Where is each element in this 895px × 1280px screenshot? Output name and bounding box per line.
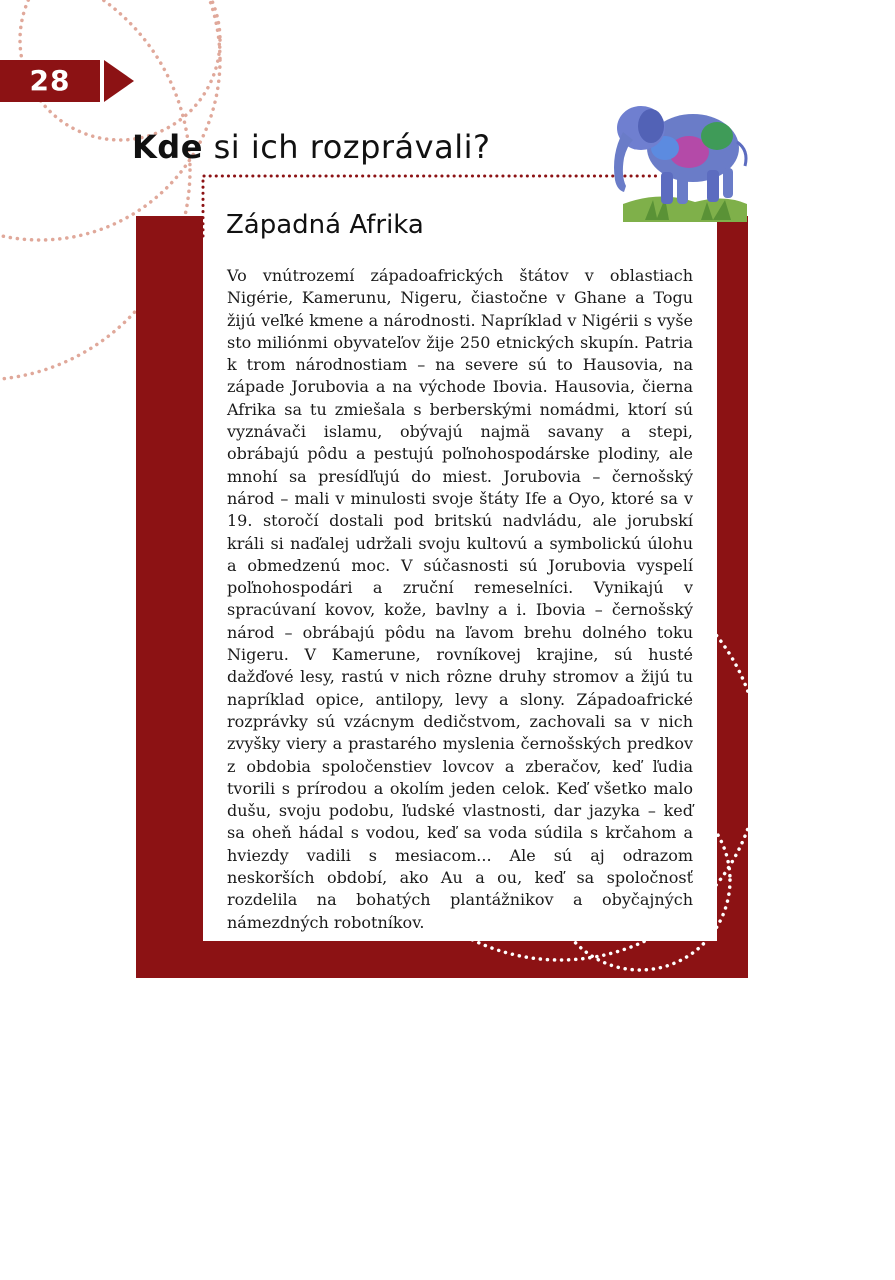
page-title-rest: si ich rozprávali?	[202, 128, 491, 166]
page-number: 28	[0, 60, 100, 102]
section-title: Západná Afrika	[226, 210, 424, 240]
body-text: Vo vnútrozemí západoafrických štátov v oblastiach Nigérie, Kamerunu, Nigeru, čiastočne v Ghane a Togu žijú veľké kmene a národnosti. Napríklad v Nigérii s vyše sto miliónmi obyvateľov žije 250 etnických skupín. Patria k trom národnostiam – na severe sú to Hausovia, na západe Jorubovia a na východe Ibovia. Hausovia, čierna Afrika sa tu zmiešala s berberskými nomádmi, ktorí sú vyznávači islamu, obývajú najmä savany a stepi, obrábajú pôdu a pestujú poľnohospodárske plodiny, ale mnohí sa presídľujú do miest. Jorubovia – černošský národ – mali v minulosti svoje štáty Ife a Oyo, ktoré sa v 19. storočí dostali pod britskú nadvládu, ale jorubskí králi si naďalej udržali svoju kultovú a symbolickú úlohu a obmedzenú moc. V súčasnosti sú Jorubovia vyspelí poľnohospodári a zruční remeselníci. Vynikajú v spracúvaní kovov, kože, bavlny a i. Ibovia – černošský národ – obrábajú pôdu na ľavom brehu dolného toku Nigeru. V Kamerune, rovníkovej krajine, sú husté dažďové lesy, rastú v nich rôzne druhy stromov a žijú tu napríklad opice, antilopy, levy a slony. Západoafrické rozprávky sú vzácnym dedičstvom, zachovali sa v nich zvyšky viery a prastarého myslenia černošských predkov z obdobia spoločenstiev lovcov a zberačov, keď ľudia tvorili s prírodou a okolím jeden celok. Keď všetko malo dušu, svoju podobu, ľudské vlastnosti, dar jazyka – keď sa oheň hádal s vodou, keď sa voda súdila s krčahom a hviezdy vadili s mesiacom... Ale sú aj odrazom neskorších období, ako Au a ou, keď sa spoločnosť rozdelila na bohatých plantážnikov a obyčajných námezdných robotníkov.	[227, 266, 693, 932]
page-title-first-word: Kde	[132, 128, 203, 166]
elephant-icon	[605, 92, 755, 227]
